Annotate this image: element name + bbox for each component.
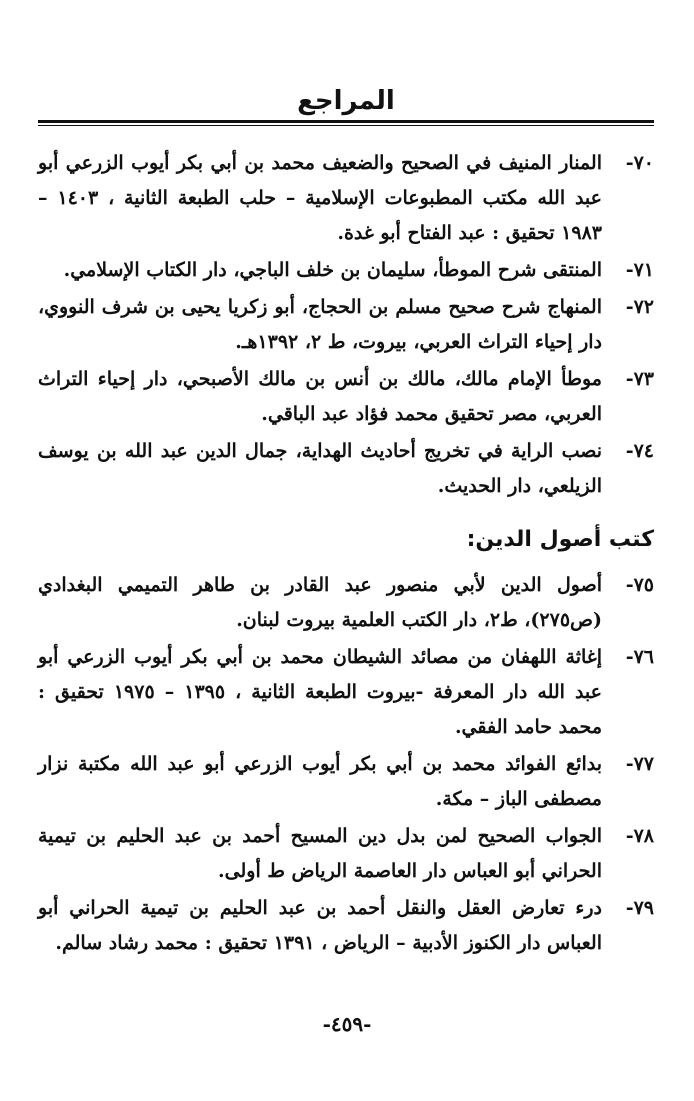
reference-text: المنهاج شرح صحيح مسلم بن الحجاج، أبو زكريا يحيى بن شرف النووي، دار إحياء التراث العربي، بيروت، ط ٢، ١٣٩٢هـ.: [38, 296, 602, 353]
reference-text: المنتقى شرح الموطأ، سليمان بن خلف الباجي، دار الكتاب الإسلامي.: [63, 259, 602, 281]
page-header: [38, 84, 654, 126]
reference-entry-74: [38, 434, 654, 504]
reference-number: ٧٣-: [625, 368, 654, 390]
section-heading: كتب أصول الدين:: [466, 527, 654, 552]
reference-text: أصول الدين لأبي منصور عبد القادر بن طاهر التميمي البغدادي (ص٢٧٥)، ط٢، دار الكتب العلمية بيروت لبنان.: [38, 574, 602, 631]
references-list: [38, 146, 654, 963]
reference-text: نصب الراية في تخريج أحاديث الهداية، جمال الدين عبد الله بن يوسف الزيلعي، دار الحديث.: [38, 440, 602, 497]
reference-number: ٧٥-: [625, 574, 654, 596]
reference-text: درء تعارض العقل والنقل أحمد بن عبد الحليم بن تيمية الحراني أبو العباس دار الكنوز الأدبية – الرياض ، ١٣٩١ تحقيق : محمد رشاد سالم.: [38, 897, 602, 954]
reference-text: موطأ الإمام مالك، مالك بن أنس بن مالك الأصبحي، دار إحياء التراث العربي، مصر تحقيق محمد فؤاد عبد الباقي.: [38, 368, 602, 425]
reference-number: ٧٠-: [625, 152, 654, 174]
page-number: -٤٥٩-: [322, 1012, 372, 1036]
reference-number: ٧٧-: [625, 753, 654, 775]
reference-entry-78: [38, 819, 654, 889]
reference-entry-71: [38, 253, 654, 288]
reference-entry-76: [38, 640, 654, 745]
reference-text: إغاثة اللهفان من مصائد الشيطان محمد بن أبي بكر أيوب الزرعي أبو عبد الله دار المعرفة -بيروت الطبعة الثانية ، ١٣٩٥ – ١٩٧٥ تحقيق : محمد حامد الفقي.: [38, 646, 603, 738]
reference-number: ٧٤-: [625, 440, 654, 462]
reference-entry-70: [38, 146, 654, 251]
reference-text: المنار المنيف في الصحيح والضعيف محمد بن أبي بكر أيوب الزرعي أبو عبد الله مكتب المطبوعات الإسلامية – حلب الطبعة الثانية ، ١٤٠٣ – ١٩٨٣ تحقيق : عبد الفتاح أبو غدة.: [38, 152, 603, 244]
reference-entry-72: [38, 290, 654, 360]
header-rule-thin: [38, 125, 654, 126]
page-title: المراجع: [297, 86, 395, 116]
reference-number: ٧٨-: [625, 825, 654, 847]
reference-entry-73: [38, 362, 654, 432]
reference-number: ٧١-: [625, 259, 654, 281]
reference-number: ٧٩-: [625, 897, 654, 919]
reference-entry-79: [38, 891, 654, 961]
reference-text: الجواب الصحيح لمن بدل دين المسيح أحمد بن عبد الحليم بن تيمية الحراني أبو العباس دار العاصمة الرياض ط أولى.: [38, 825, 602, 882]
reference-text: بدائع الفوائد محمد بن أبي بكر أيوب الزرعي أبو عبد الله مكتبة نزار مصطفى الباز – مكة.: [38, 753, 602, 810]
reference-number: ٧٦-: [625, 646, 654, 668]
reference-entry-77: [38, 747, 654, 817]
reference-entry-75: [38, 568, 654, 638]
reference-number: ٧٢-: [625, 296, 654, 318]
header-rule-thick: [38, 120, 654, 123]
